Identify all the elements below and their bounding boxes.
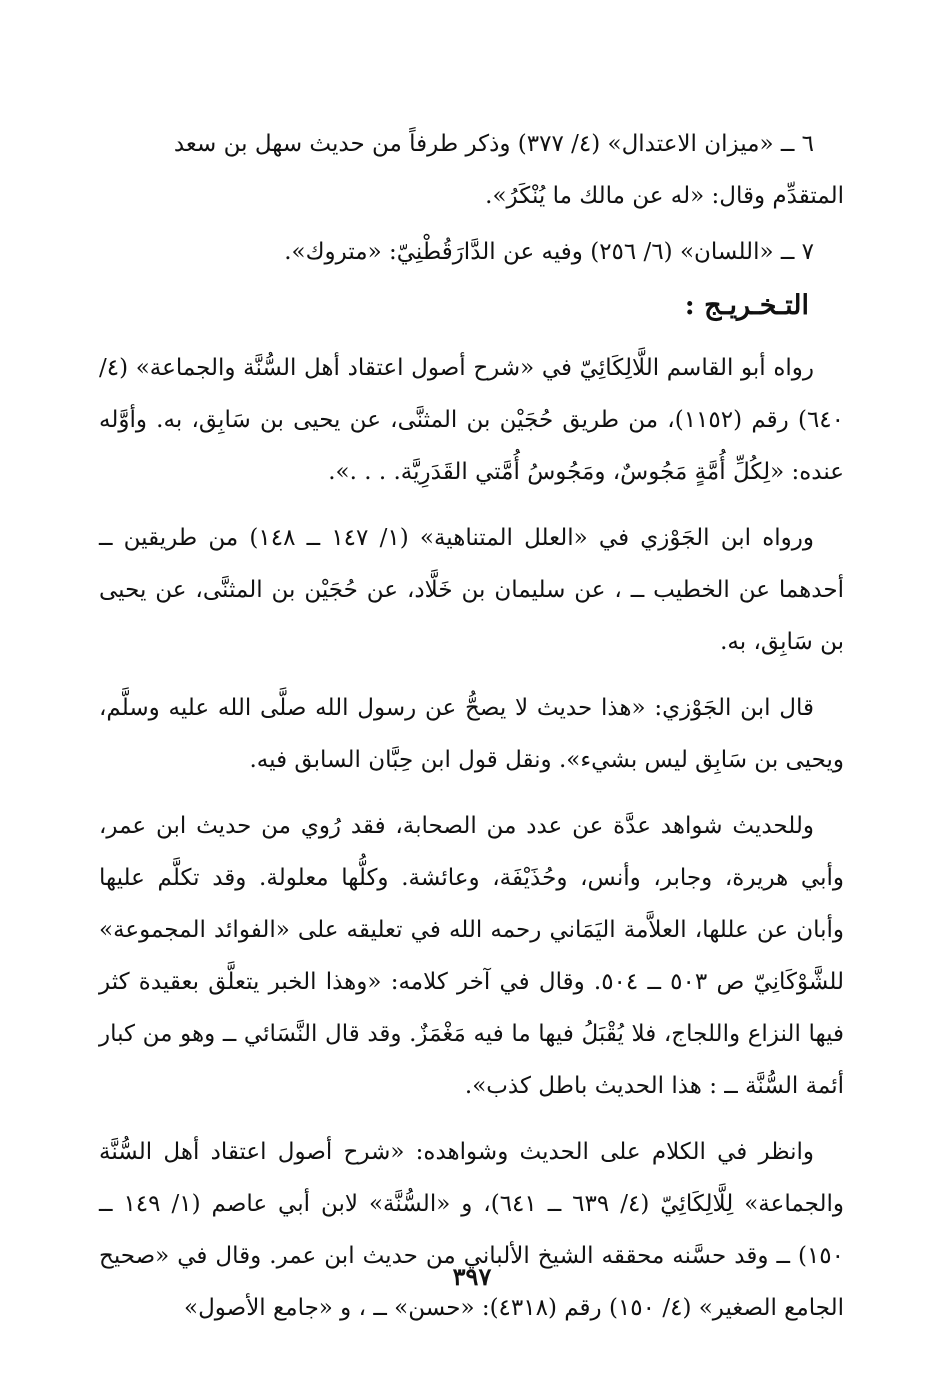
body-text [99,342,844,1334]
paragraph-5: وانظر في الكلام على الحديث وشواهده: «شرح أصول اعتقاد أهل السُّنَّة والجماعة» لِلَّالِكَائِيّ (٤/ ٦٣٩ ــ ٦٤١)، و «السُّنَّة» لابن أبي عاصم (١/ ١٤٩ ــ ١٥٠) ــ وقد حسَّنه محققه الشيخ الألباني من حديث ابن عمر. وقال في «صحيح الجامع الصغير» (٤/ ١٥٠) رقم (٤٣١٨): «حسن» ــ ، و «جامع الأصول» [99,1139,845,1321]
footnotes [99,118,844,278]
footnote-6-line-2: المتقدِّم وقال: «له عن مالك ما يُنْكَرُ». [485,183,844,209]
section-heading: التـخـريـج : [684,290,809,321]
paragraph-4: وللحديث شواهد عدَّة عن عدد من الصحابة، فقد رُوي من حديث ابن عمر، وأبي هريرة، وجابر، وأنس، وحُذَيْفَة، وعائشة. وكلُّها معلولة. وقد تكلَّم عليها وأبان عن عللها، العلاَّمة اليَمَاني رحمه الله في تعليقه على «الفوائد المجموعة» للشَّوْكَانِيّ ص ٥٠٣ ــ ٥٠٤. وقال في آخر كلامه: «وهذا الخبر يتعلَّق بعقيدة كثر فيها النزاع واللجاج، فلا يُقْبَلُ فيها ما فيه مَغْمَزٌ. وقد قال النَّسَائي ــ وهو من كبار أئمة السُّنَّة ــ : هذا الحديث باطل كذب». [99,813,845,1099]
paragraph-3: قال ابن الجَوْزي: «هذا حديث لا يصحُّ عن رسول الله صلَّى الله عليه وسلَّم، ويحيى بن سَابِق ليس بشيء». ونقل قول ابن حِبَّان السابق فيه. [99,695,844,773]
paragraph-1: رواه أبو القاسم اللَّالِكَائِيّ في «شرح أصول اعتقاد أهل السُّنَّة والجماعة» (٤/ ٦٤٠) رقم (١١٥٢)، من طريق حُجَيْن بن المثنَّى، عن يحيى بن سَابِق، به. وأوَّله عنده: «لِكُلِّ أُمَّةٍ مَجُوسٌ، ومَجُوسُ أُمَّتي القَدَرِيَّة. . . .». [99,355,845,485]
page-number: ٣٩٧ [452,1262,492,1291]
footnote-6-line-1: ٦ ــ «ميزان الاعتدال» (٤/ ٣٧٧) وذكر طرفاً من حديث سهل بن سعد [173,131,814,157]
footnote-7: ٧ ــ «اللسان» (٦/ ٢٥٦) وفيه عن الدَّارَقُطْنِيّ: «متروك». [284,239,814,265]
paragraph-2: ورواه ابن الجَوْزي في «العلل المتناهية» (١/ ١٤٧ ــ ١٤٨) من طريقين ــ أحدهما عن الخطيب ــ ، عن سليمان بن خَلَّاد، عن حُجَيْن بن المثنَّى، عن يحيى بن سَابِق، به. [99,525,844,655]
